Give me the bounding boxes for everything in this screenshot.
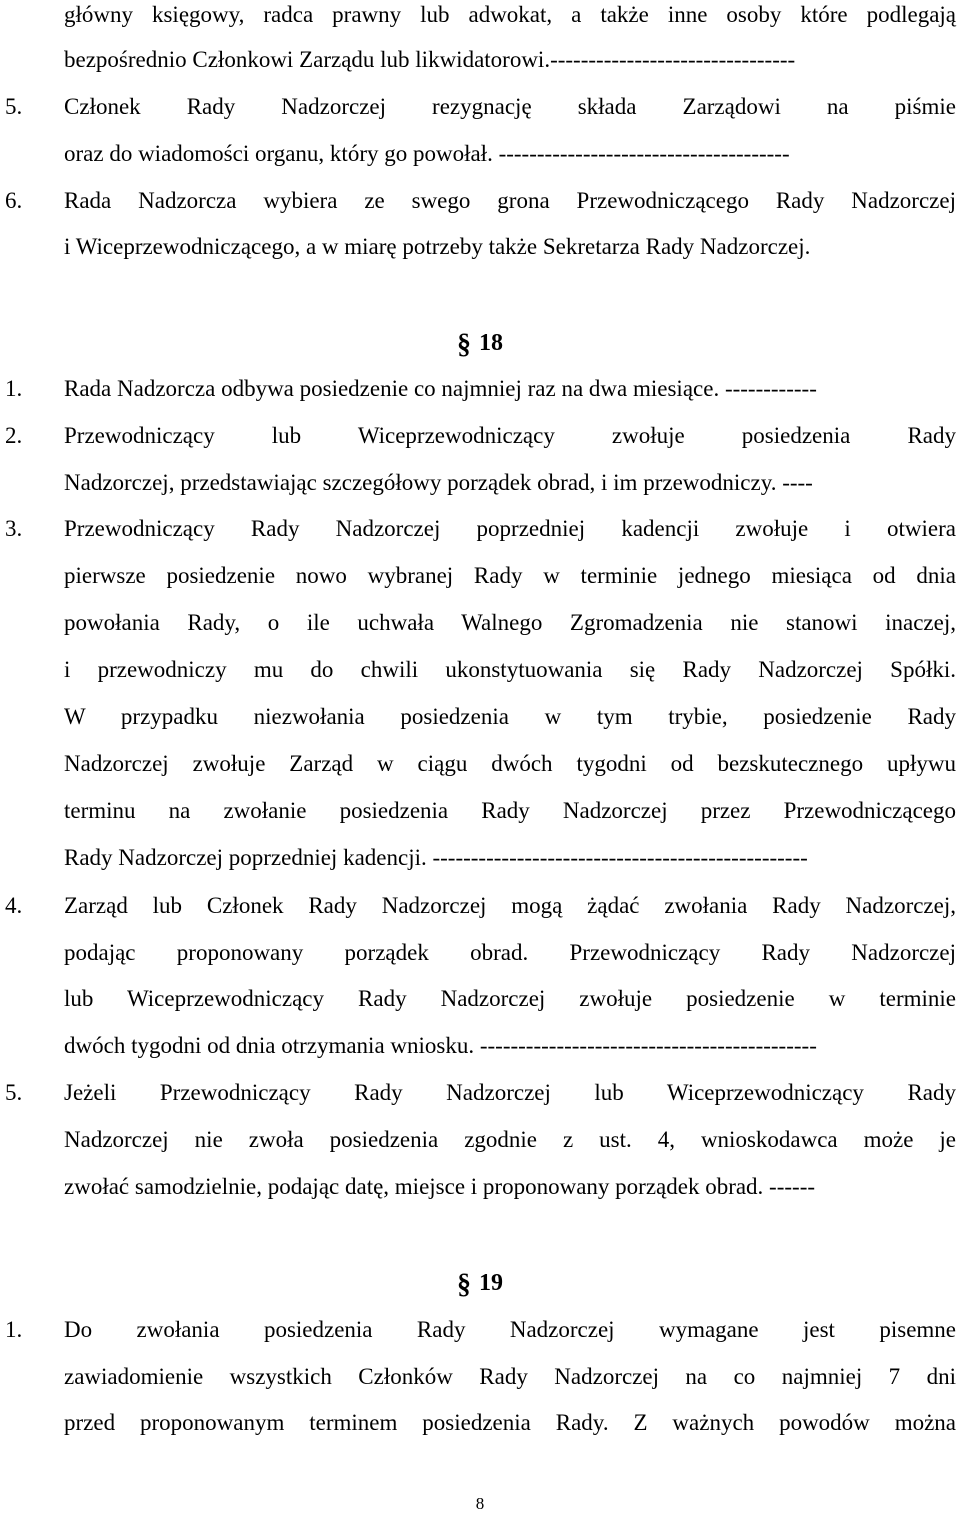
text-line: Do zwołania posiedzenia Rady Nadzorczej wymagane jest pisemne [64,1317,956,1342]
text-line: lub Wiceprzewodniczący Rady Nadzorczej zwołuje posiedzenie w terminie [64,986,956,1011]
paragraph-number: 1. [5,376,23,401]
section-heading-19 [0,1268,960,1300]
text-line: terminu na zwołanie posiedzenia Rady Nadzorczej przez Przewodniczącego [64,798,956,823]
text-line: bezpośrednio Członkowi Zarządu lub likwidatorowi.-------------------------------- [64,47,796,72]
paragraph-number: 2. [5,423,23,448]
text-line: zawiadomienie wszystkich Członków Rady Nadzorczej na co najmniej 7 dni [64,1364,956,1389]
text-line: Członek Rady Nadzorczej rezygnację składa Zarządowi na piśmie [64,94,956,119]
paragraph-number: 3. [5,516,23,541]
text-line: i Wiceprzewodniczącego, a w miarę potrzeby także Sekretarza Rady Nadzorczej. [64,234,811,259]
paragraph-number: 1. [5,1317,23,1342]
text-line: Rada Nadzorcza wybiera ze swego grona Przewodniczącego Rady Nadzorczej [64,188,956,213]
text-line: Nadzorczej, przedstawiając szczegółowy porządek obrad, i im przewodniczy. ---- [64,470,813,495]
text-line: Nadzorczej zwołuje Zarząd w ciągu dwóch tygodni od bezskutecznego upływu [64,751,956,776]
section-symbol: § [457,1269,471,1300]
text-line: pierwsze posiedzenie nowo wybranej Rady w terminie jednego miesiąca od dnia [64,563,956,588]
text-line: Przewodniczący lub Wiceprzewodniczący zwołuje posiedzenia Rady [64,423,956,448]
text-line: oraz do wiadomości organu, który go powołał. -------------------------------------- [64,141,790,166]
paragraph-number: 6. [5,188,23,213]
text-line: Zarząd lub Członek Rady Nadzorczej mogą żądać zwołania Rady Nadzorczej, [64,893,956,918]
page-number: 8 [475,1494,485,1513]
text-line: Rady Nadzorczej poprzedniej kadencji. ------------------------------------------------- [64,845,808,870]
text-line: przed proponowanym terminem posiedzenia Rady. Z ważnych powodów można [64,1410,956,1435]
text-line: Przewodniczący Rady Nadzorczej poprzedniej kadencji zwołuje i otwiera [64,516,956,541]
text-line: zwołać samodzielnie, podając datę, miejsce i proponowany porządek obrad. ------ [64,1174,816,1199]
paragraph-number: 4. [5,893,23,918]
paragraph-number: 5. [5,1080,23,1105]
text-line: dwóch tygodni od dnia otrzymania wniosku. -------------------------------------------- [64,1033,817,1058]
text-line: W przypadku niezwołania posiedzenia w tym trybie, posiedzenie Rady [64,704,956,729]
section-number: 19 [479,1270,503,1296]
section-number: 18 [479,330,503,356]
text-line: powołania Rady, o ile uchwała Walnego Zgromadzenia nie stanowi inaczej, [64,610,956,635]
text-line: podając proponowany porządek obrad. Przewodniczący Rady Nadzorczej [64,940,956,965]
text-line: Rada Nadzorcza odbywa posiedzenie co najmniej raz na dwa miesiące. ------------ [64,376,817,401]
section-symbol: § [457,329,471,360]
text-line: Nadzorczej nie zwoła posiedzenia zgodnie z ust. 4, wnioskodawca może je [64,1127,956,1152]
text-line: i przewodniczy mu do chwili ukonstytuowania się Rady Nadzorczej Spółki. [64,657,956,682]
text-line: główny księgowy, radca prawny lub adwokat, a także inne osoby które podlegają [64,2,956,27]
section-heading-18 [0,328,960,360]
text-line: Jeżeli Przewodniczący Rady Nadzorczej lub Wiceprzewodniczący Rady [64,1080,956,1105]
paragraph-number: 5. [5,94,23,119]
